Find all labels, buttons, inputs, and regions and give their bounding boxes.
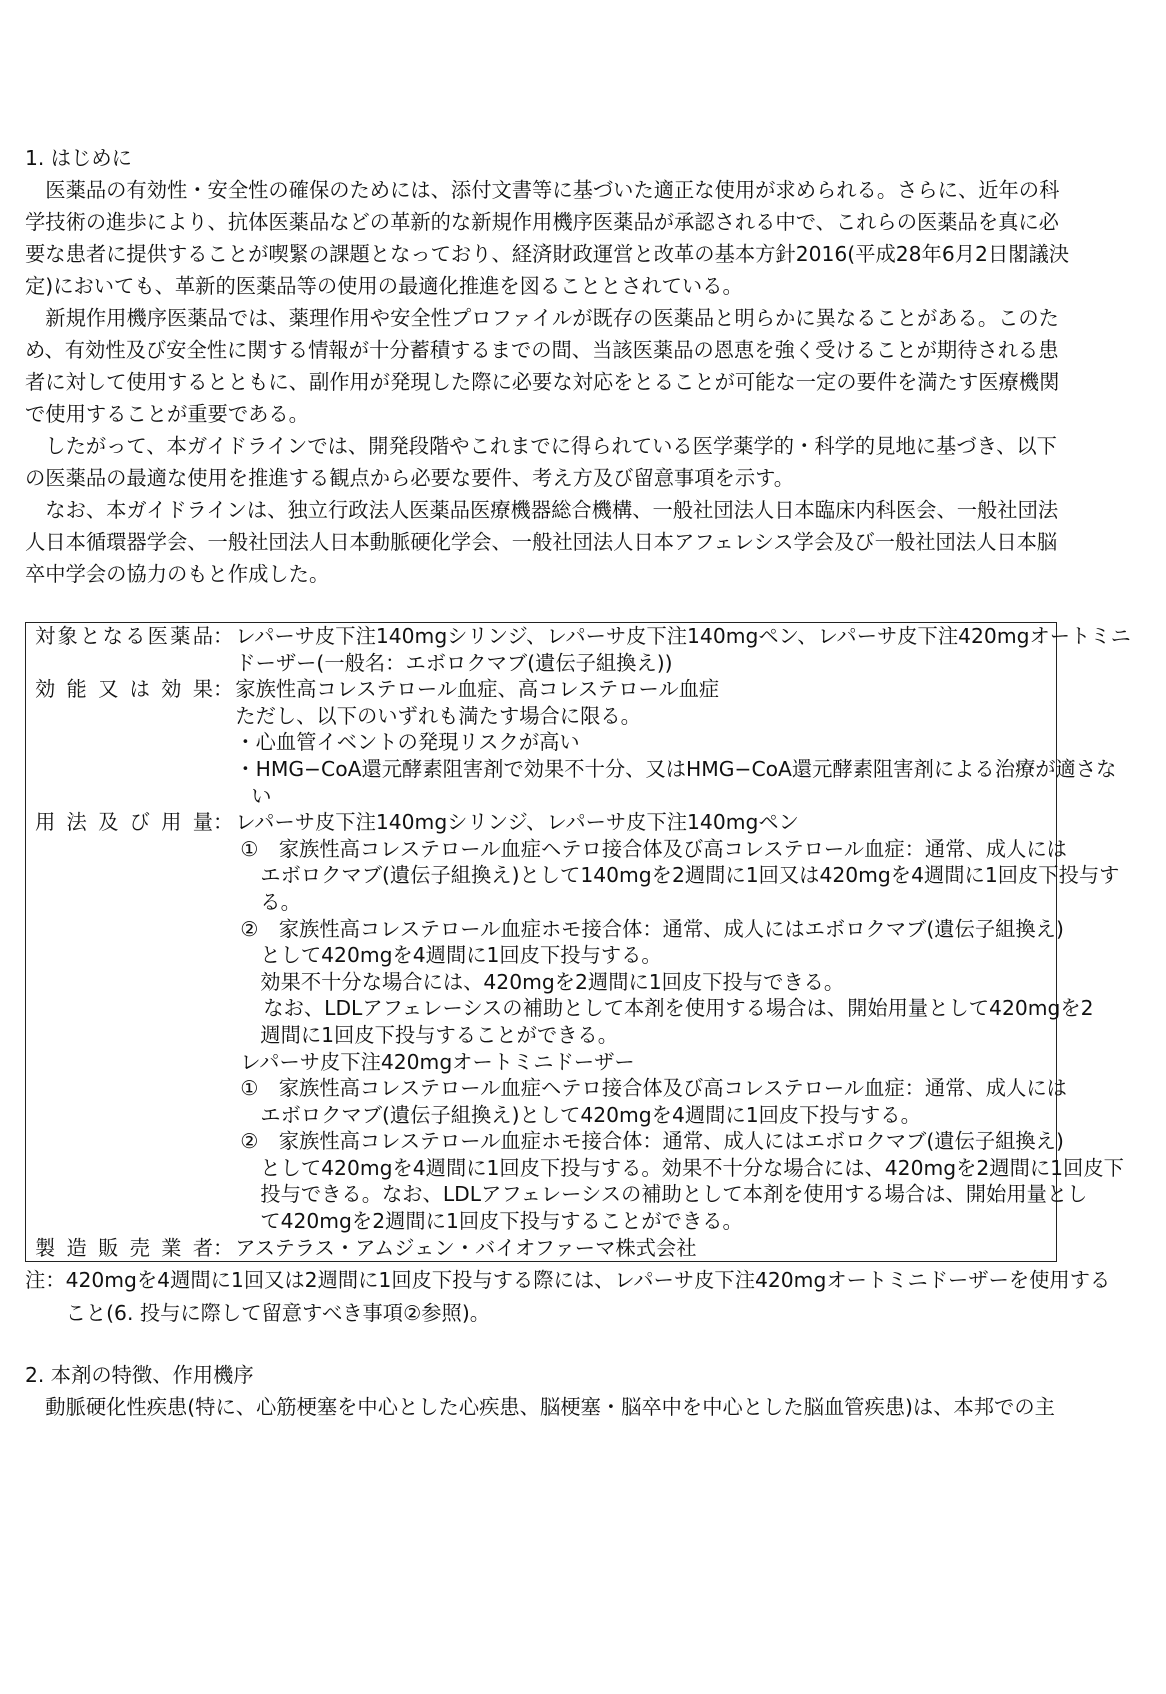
note-line: こと(6. 投与に際して留意すべき事項②参照)。 xyxy=(25,1301,491,1326)
row-text: レパーサ皮下注140mgシリンジ、レパーサ皮下注140mgペン、レパーサ皮下注420mgオートミニ xyxy=(235,624,1131,648)
text-line: 人日本循環器学会、一般社団法人日本動脈硬化学会、一般社団法人日本アフェレシス学会及び一般社団法人日本脳 xyxy=(25,530,1058,554)
row-text: レパーサ皮下注420mgオートミニドーザー xyxy=(240,1049,635,1074)
row-label: 製造販売業者 xyxy=(35,1235,213,1260)
text-line: 者に対して使用するとともに、副作用が発現した際に必要な対応をとることが可能な一定の要件を満たす医療機関 xyxy=(25,370,1060,394)
row-text: ② 家族性高コレステロール血症ホモ接合体：通常、成人にはエボロクマブ(遺伝子組換え) xyxy=(240,1129,1064,1154)
text-line: 定)においても、革新的医薬品等の使用の最適化推進を図ることとされている。 xyxy=(25,274,743,298)
text-line: 新規作用機序医薬品では、薬理作用や安全性プロファイルが既存の医薬品と明らかに異なることがある。このた xyxy=(25,306,1059,330)
row-text: ① 家族性高コレステロール血症ヘテロ接合体及び高コレステロール血症：通常、成人には xyxy=(240,1076,1067,1101)
text-line: 動脈硬化性疾患(特に、心筋梗塞を中心とした心疾患、脳梗塞・脳卒中を中心とした脳血管疾患)は、本邦での主 xyxy=(25,1395,1055,1420)
section-heading: 1. はじめに xyxy=(25,146,132,170)
colon: ： xyxy=(213,810,234,835)
text-line: 卒中学会の協力のもと作成した。 xyxy=(25,562,330,586)
row-text: エボロクマブ(遺伝子組換え)として420mgを4週間に1回皮下投与する。 xyxy=(260,1102,921,1127)
row-text: る。 xyxy=(260,889,301,914)
row-text: アステラス・アムジェン・バイオファーマ株式会社 xyxy=(235,1235,697,1260)
text-line: 要な患者に提供することが喫緊の課題となっており、経済財政運営と改革の基本方針2016(平成28年6月2日閣議決 xyxy=(25,242,1070,266)
text-line: 医薬品の有効性・安全性の確保のためには、添付文書等に基づいた適正な使用が求められる。さらに、近年の科 xyxy=(25,178,1060,202)
row-text: エボロクマブ(遺伝子組換え)として140mgを2週間に1回又は420mgを4週間に1回皮下投与す xyxy=(260,863,1120,888)
text-line: め、有効性及び安全性に関する情報が十分蓄積するまでの間、当該医薬品の恩恵を強く受けることが期待される患 xyxy=(25,338,1059,362)
section-introduction xyxy=(25,142,1166,590)
note-line: 注：420mgを4週間に1回又は2週間に1回皮下投与する際には、レパーサ皮下注420mgオートミニドーザーを使用する xyxy=(25,1268,1111,1293)
row-label: 効能又は効果 xyxy=(35,677,213,702)
row-text: ② 家族性高コレステロール血症ホモ接合体：通常、成人にはエボロクマブ(遺伝子組換え) xyxy=(240,916,1064,941)
footnote xyxy=(25,1264,1166,1330)
row-text: 効果不十分な場合には、420mgを2週間に1回皮下投与できる。 xyxy=(260,969,845,994)
row-text: ただし、以下のいずれも満たす場合に限る。 xyxy=(235,703,641,728)
row-target-drug xyxy=(26,623,1131,676)
section-features-mechanism xyxy=(25,1359,1166,1423)
row-text: として420mgを4週間に1回皮下投与する。効果不十分な場合には、420mgを2週間に1回皮下 xyxy=(260,1155,1124,1180)
row-text: として420mgを4週間に1回皮下投与する。 xyxy=(260,943,662,968)
row-label: 用法及び用量 xyxy=(35,810,213,835)
row-text: 週間に1回皮下投与することができる。 xyxy=(260,1022,618,1047)
row-text: なお、LDLアフェレーシスの補助として本剤を使用する場合は、開始用量として420mgを2 xyxy=(263,996,1094,1021)
row-text: ドーザー(一般名：エボロクマブ(遺伝子組換え)) xyxy=(235,650,673,675)
row-manufacturer xyxy=(26,1235,1056,1262)
row-efficacy xyxy=(26,676,1117,809)
text-line: なお、本ガイドラインは、独立行政法人医薬品医療機器総合機構、一般社団法人日本臨床内科医会、一般社団法 xyxy=(25,498,1059,522)
row-text: ・HMG−CoA還元酵素阻害剤で効果不十分、又はHMG−CoA還元酵素阻害剤による治療が適さな xyxy=(235,756,1117,781)
row-text: 家族性高コレステロール血症、高コレステロール血症 xyxy=(235,677,720,702)
row-text: レパーサ皮下注140mgシリンジ、レパーサ皮下注140mgペン xyxy=(235,810,799,835)
drug-summary-box xyxy=(25,622,1131,1262)
colon: ： xyxy=(213,1235,234,1260)
row-text: い xyxy=(251,783,272,808)
text-line: したがって、本ガイドラインでは、開発段階やこれまでに得られている医学薬学的・科学的見地に基づき、以下 xyxy=(25,434,1057,458)
text-line: 学技術の進歩により、抗体医薬品などの革新的な新規作用機序医薬品が承認される中で、これらの医薬品を真に必 xyxy=(25,210,1059,234)
row-text: て420mgを2週間に1回皮下投与することができる。 xyxy=(260,1209,743,1234)
row-label: 対象となる医薬品 xyxy=(35,624,213,648)
colon: ： xyxy=(213,677,234,702)
text-line: で使用することが重要である。 xyxy=(25,402,309,426)
row-text: ・心血管イベントの発現リスクが高い xyxy=(235,730,580,755)
colon: ： xyxy=(213,624,234,648)
row-dosage xyxy=(26,809,1124,1235)
row-text: ① 家族性高コレステロール血症ヘテロ接合体及び高コレステロール血症：通常、成人には xyxy=(240,836,1067,861)
text-line: の医薬品の最適な使用を推進する観点から必要な要件、考え方及び留意事項を示す。 xyxy=(25,466,795,490)
row-text: 投与できる。なお、LDLアフェレーシスの補助として本剤を使用する場合は、開始用量とし xyxy=(260,1182,1088,1207)
section-heading: 2. 本剤の特徴、作用機序 xyxy=(25,1363,254,1388)
